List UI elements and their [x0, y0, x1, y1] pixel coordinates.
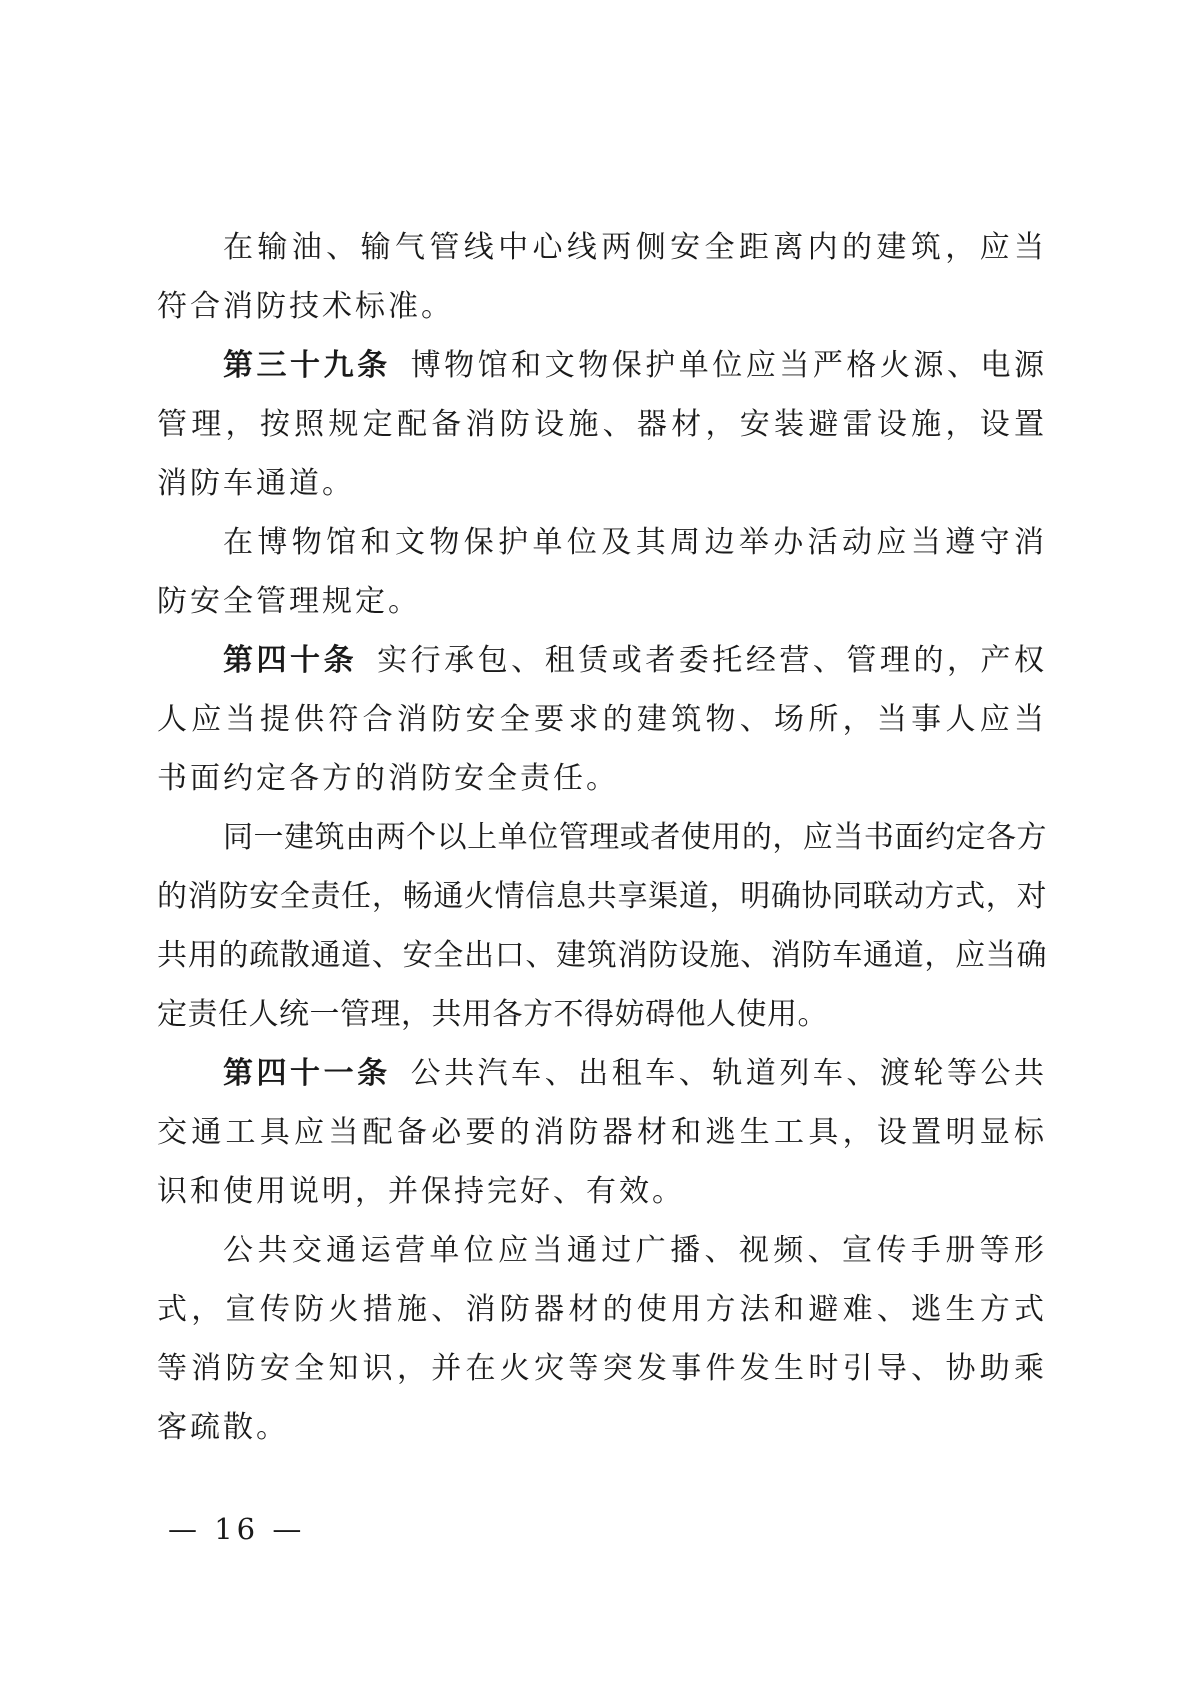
paragraph-text: 公共汽车、出租车、轨道列车、渡轮等公共交通工具应当配备必要的消防器材和逃生工具，设置明显标识和使用说明，并保持完好、有效。 [157, 1056, 1048, 1209]
paragraph-text: 在输油、输气管线中心线两侧安全距离内的建筑，应当符合消防技术标准。 [157, 230, 1047, 324]
paragraph-pipeline-buildings [157, 218, 1047, 336]
paragraph-museum-activities [157, 513, 1047, 631]
article-41 [157, 1044, 1047, 1221]
article-number: 第三十九条 [223, 348, 391, 383]
paragraph-text: 实行承包、租赁或者委托经营、管理的，产权人应当提供符合消防安全要求的建筑物、场所，当事人应当书面约定各方的消防安全责任。 [157, 643, 1048, 796]
paragraph-text: 公共交通运营单位应当通过广播、视频、宣传手册等形式，宣传防火措施、消防器材的使用方法和避难、逃生方式等消防安全知识，并在火灾等突发事件发生时引导、协助乘客疏散。 [157, 1233, 1047, 1445]
document-body [157, 218, 1047, 1457]
paragraph-public-transport-operators [157, 1221, 1047, 1457]
paragraph-text: 同一建筑由两个以上单位管理或者使用的，应当书面约定各方的消防安全责任，畅通火情信息共享渠道，明确协同联动方式，对共用的疏散通道、安全出口、建筑消防设施、消防车通道，应当确定责任人统一管理，共用各方不得妨碍他人使用。 [157, 820, 1047, 1032]
page-number: — 16 — [168, 1512, 306, 1546]
article-39 [157, 336, 1047, 513]
paragraph-shared-building [157, 808, 1047, 1044]
paragraph-text: 博物馆和文物保护单位应当严格火源、电源管理，按照规定配备消防设施、器材，安装避雷设施，设置消防车通道。 [157, 348, 1048, 501]
paragraph-text: 在博物馆和文物保护单位及其周边举办活动应当遵守消防安全管理规定。 [157, 525, 1047, 619]
article-40 [157, 631, 1047, 808]
article-number: 第四十一条 [223, 1056, 391, 1091]
article-number: 第四十条 [223, 643, 358, 678]
